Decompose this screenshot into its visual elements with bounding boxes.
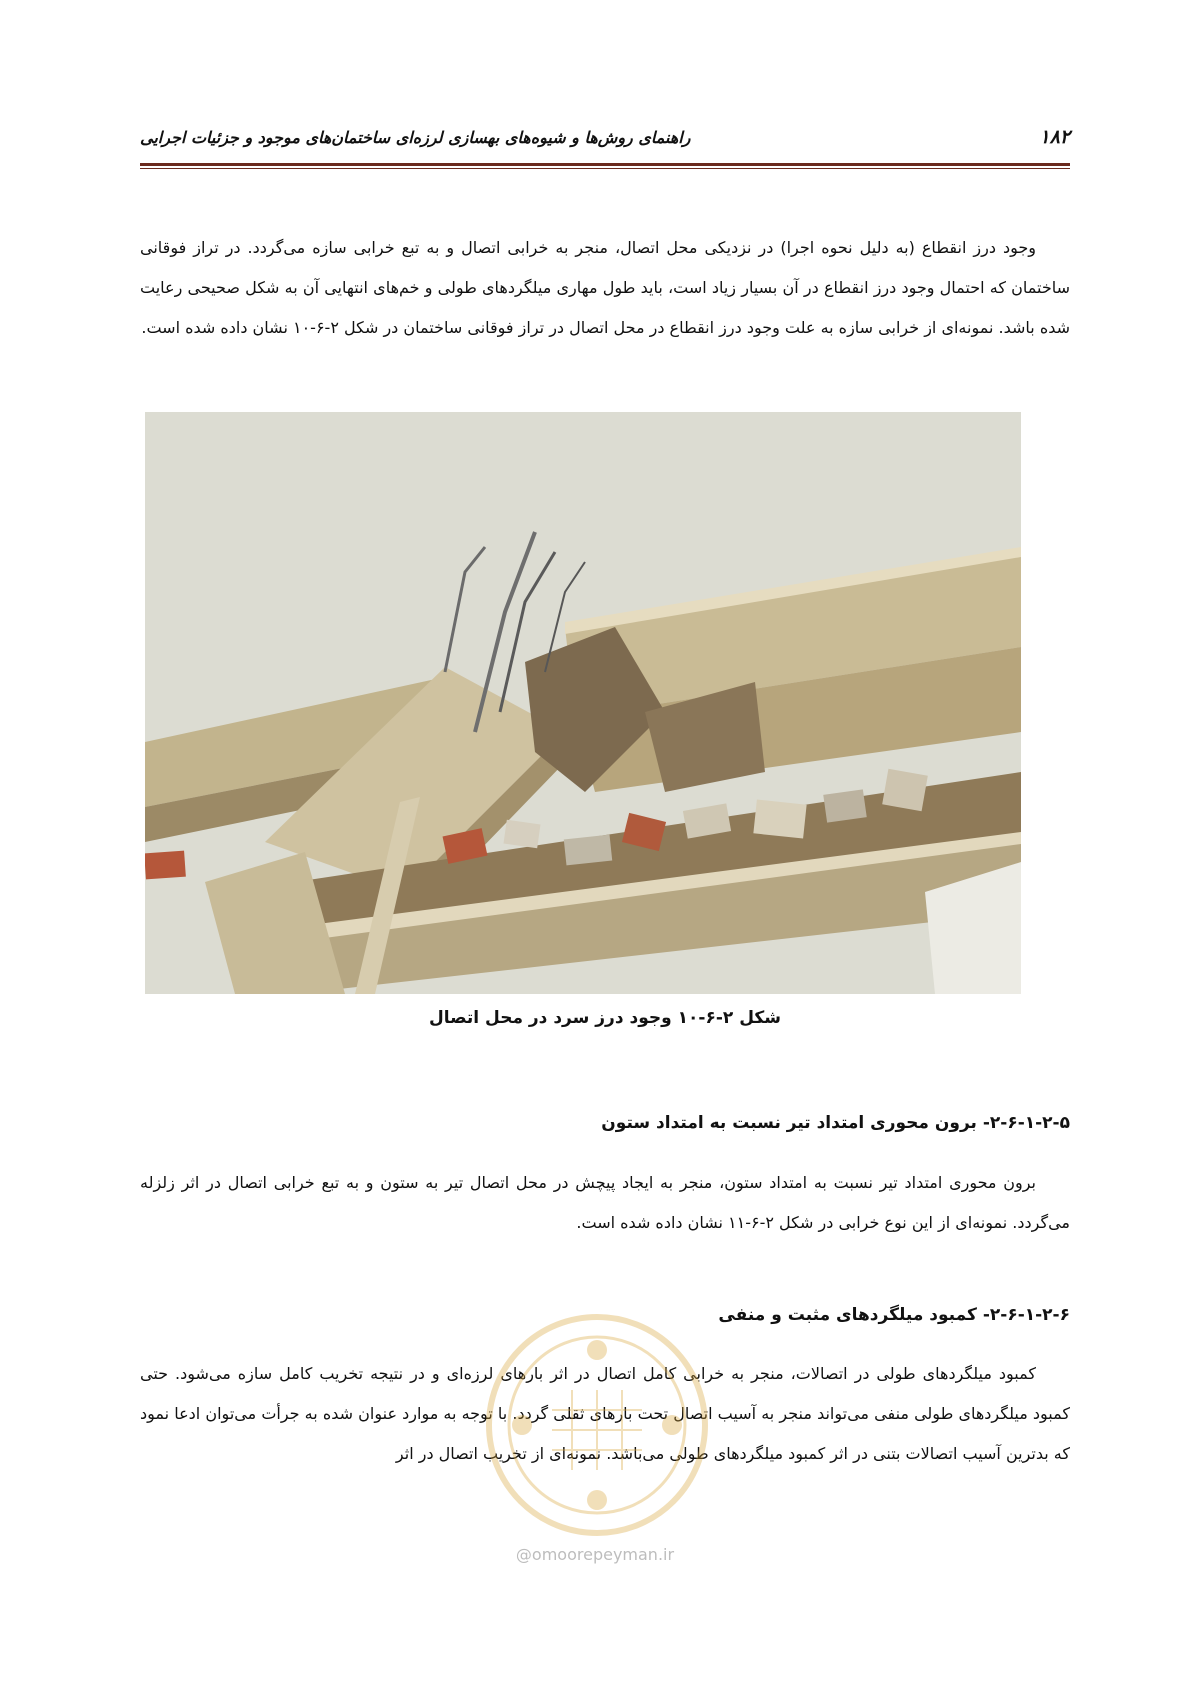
header-rule: [140, 163, 1070, 166]
paragraph-eccentricity: برون محوری امتداد تیر نسبت به امتداد ستون، منجر به ایجاد پیچش در محل اتصال تیر به ستون و به تبع خرابی اتصال در اثر زلزله می‌گردد. نمونه‌ای از این نوع خرابی در شکل ۲-۶-۱۱ نشان داده شده است.: [140, 1173, 1070, 1232]
section-heading-beam-eccentricity: ۲-۶-۱-۲-۵- برون محوری امتداد تیر نسبت به امتداد ستون: [601, 1113, 1070, 1133]
watermark-site-url: @omoorepeyman.ir: [515, 1545, 675, 1564]
paragraph-rebar-shortage: کمبود میلگردهای طولی در اتصالات، منجر به خرابی کامل اتصال در اثر بارهای لرزه‌ای و در نتیجه تخریب کامل سازه می‌شود. حتی کمبود میلگردهای طولی منفی می‌تواند منجر به آسیب اتصال تحت بارهای ثقلی گردد. با توجه به موارد عنوان شده به جرأت می‌توان ادعا نمود که بدترین آسیب اتصالات بتنی در اثر کمبود میلگردهای طولی می‌باشد. نمونه‌ای از تخریب اتصال در اثر: [140, 1364, 1070, 1463]
paragraph-cold-joint: وجود درز انقطاع (به دلیل نحوه اجرا) در نزدیکی محل اتصال، منجر به خرابی اتصال و به تبع خرابی سازه می‌گردد. در تراز فوقانی ساختمان که احتمال وجود درز انقطاع در آن بسیار زیاد است، باید طول مهاری میلگردهای طولی و خم‌های انتهایی آن به شکل صحیحی رعایت شده باشد. نمونه‌ای از خرابی سازه به علت وجود درز انقطاع در محل اتصال در تراز فوقانی ساختمان در شکل ۲-۶-۱۰ نشان داده شده است.: [140, 238, 1070, 337]
figure-photo-collapsed-joint: [145, 412, 1021, 994]
header-rule-thin: [140, 168, 1070, 169]
page-number: ۱۸۲: [1039, 126, 1070, 148]
page-header: [140, 124, 1070, 156]
running-title: راهنمای روش‌ها و شیوه‌های بهسازی لرزه‌ای ساختمان‌های موجود و جزئیات اجرایی: [140, 128, 691, 147]
figure-caption: شکل ۲-۶-۱۰ وجود درز سرد در محل اتصال: [429, 1008, 781, 1028]
section-heading-rebar-shortage: ۲-۶-۱-۲-۶- کمبود میلگردهای مثبت و منفی: [718, 1305, 1070, 1325]
